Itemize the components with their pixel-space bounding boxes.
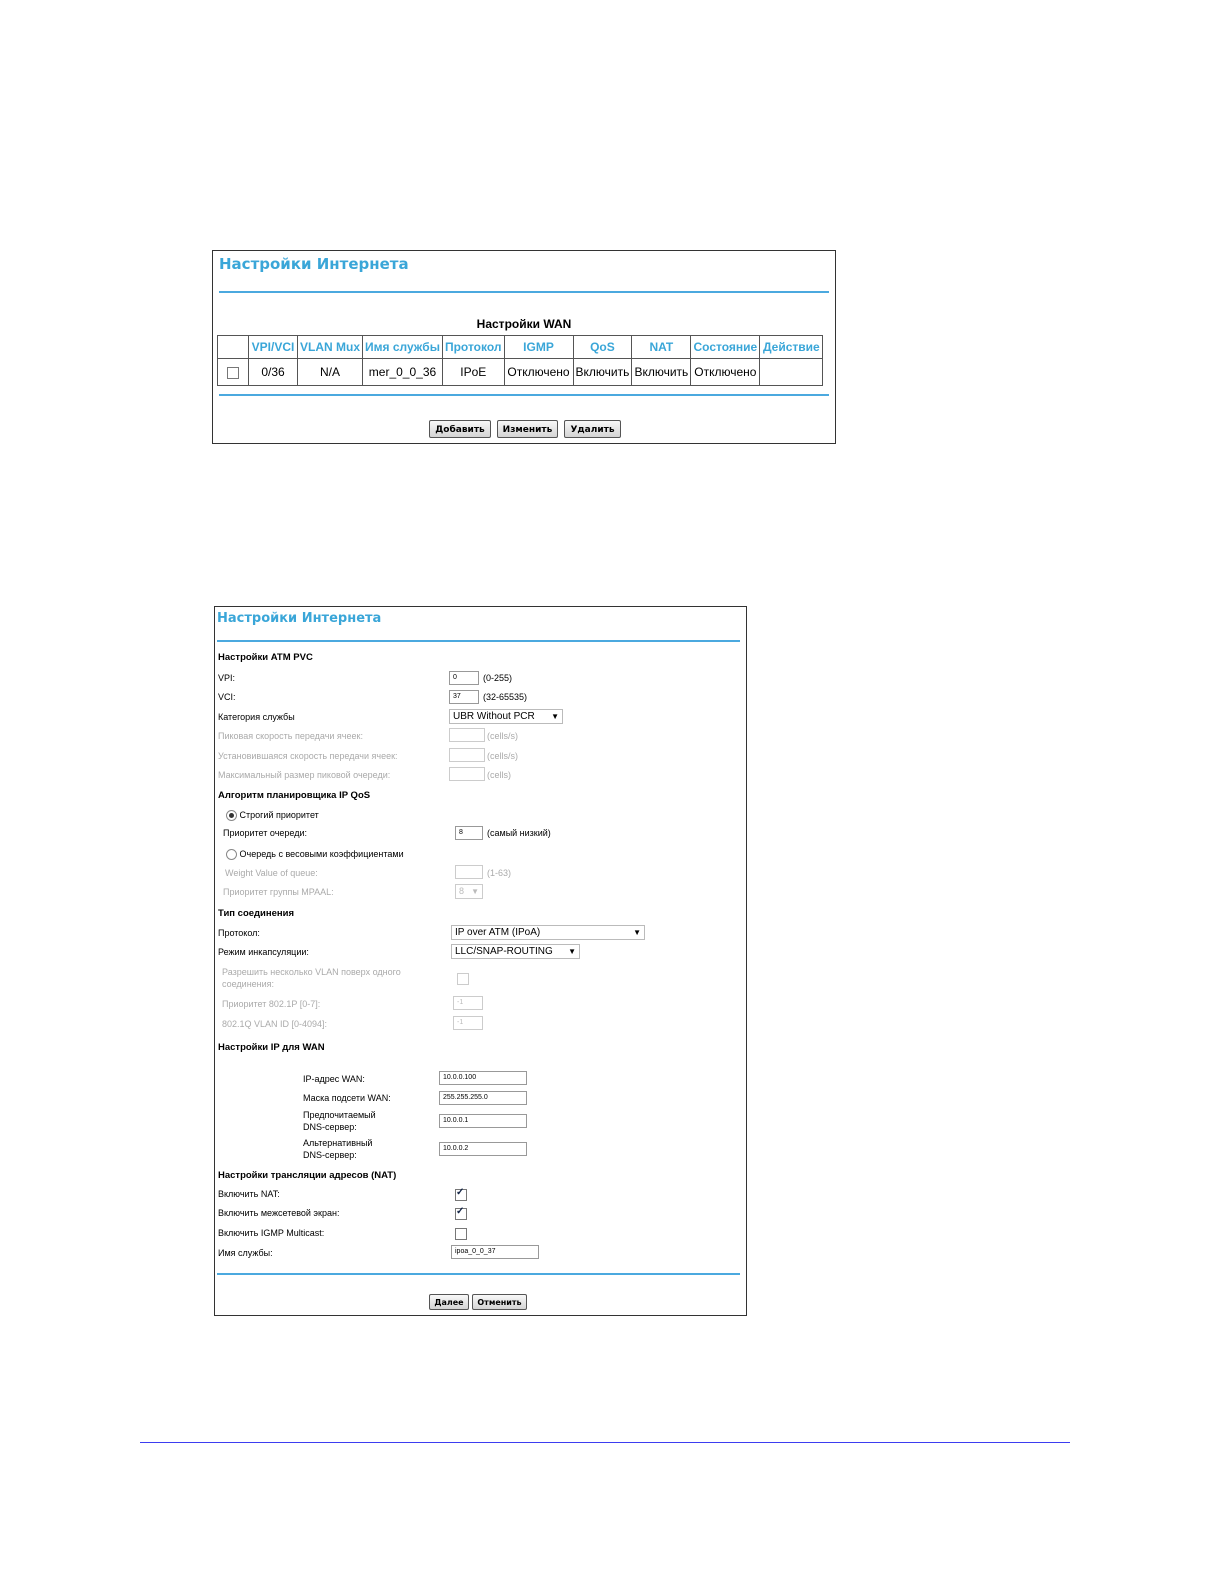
cell-state: Отключено [691, 359, 760, 386]
table-row [218, 359, 823, 386]
panel-title: Настройки Интернета [217, 611, 382, 626]
weighted-queue-radio[interactable] [226, 849, 237, 860]
footer-divider [140, 1442, 1070, 1443]
vpi-range: (0-255) [483, 673, 513, 683]
multi-vlan-label-2: соединения: [222, 979, 275, 989]
service-category-select[interactable] [449, 709, 563, 724]
chevron-down-icon: ▼ [568, 947, 576, 956]
strict-priority-label: Строгий приоритет [239, 810, 319, 820]
weight-value-range: (1-63) [487, 868, 512, 878]
col-header-action: Действие [760, 336, 823, 359]
prio-8021p-label: Приоритет 802.1P [0-7]: [222, 999, 321, 1009]
vci-input[interactable]: 37 [449, 690, 479, 704]
service-name-label: Имя службы: [218, 1248, 273, 1258]
strict-priority-option[interactable] [226, 810, 319, 821]
col-header-igmp: IGMP [504, 336, 573, 359]
max-burst-label: Максимальный размер пиковой очереди: [218, 770, 391, 780]
sustained-rate-unit: (cells/s) [487, 751, 518, 761]
divider [217, 640, 740, 642]
cell-vlan-mux: N/A [298, 359, 363, 386]
weighted-queue-option[interactable] [226, 849, 404, 860]
vci-range: (32-65535) [483, 692, 528, 702]
prio-8021p-input[interactable]: -1 [453, 996, 483, 1010]
row-checkbox[interactable] [227, 367, 239, 379]
section-connection-type: Тип соединения [218, 908, 295, 919]
enable-nat-checkbox[interactable] [455, 1189, 467, 1201]
wan-ip-input[interactable]: 10.0.0.100 [439, 1071, 527, 1085]
cell-igmp: Отключено [504, 359, 573, 386]
weight-value-input[interactable] [455, 865, 483, 879]
panel-title: Настройки Интернета [219, 255, 409, 273]
atm-pvc-panel [214, 606, 747, 1316]
weighted-queue-label: Очередь с весовыми коэффициентами [239, 849, 404, 859]
dns1-label-2: DNS-сервер: [303, 1122, 357, 1132]
dns2-label-1: Альтернативный [303, 1138, 373, 1148]
vlan-id-input[interactable]: -1 [453, 1016, 483, 1030]
mpaal-priority-label: Приоритет группы MPAAL: [223, 887, 334, 897]
sustained-rate-input[interactable] [449, 748, 485, 762]
queue-priority-input[interactable]: 8 [455, 826, 483, 840]
enable-firewall-label: Включить межсетевой экран: [218, 1208, 340, 1218]
service-category-value: UBR Without PCR [453, 711, 535, 722]
edit-button[interactable]: Изменить [497, 420, 558, 438]
encapsulation-select[interactable] [451, 944, 580, 959]
add-button[interactable]: Добавить [429, 420, 491, 438]
service-name-input[interactable]: ipoa_0_0_37 [451, 1245, 539, 1259]
cell-protocol: IPoE [442, 359, 504, 386]
dns2-input[interactable]: 10.0.0.2 [439, 1142, 527, 1156]
enable-igmp-checkbox[interactable] [455, 1228, 467, 1240]
col-header-nat: NAT [632, 336, 691, 359]
multi-vlan-label-1: Разрешить несколько VLAN поверх одного [222, 967, 401, 977]
max-burst-input[interactable] [449, 767, 485, 781]
section-atm-pvc: Настройки ATM PVC [218, 652, 313, 663]
wan-mask-input[interactable]: 255.255.255.0 [439, 1091, 527, 1105]
vci-label: VCI: [218, 692, 236, 702]
peak-rate-input[interactable] [449, 728, 485, 742]
queue-priority-note: (самый низкий) [487, 828, 551, 838]
enable-nat-label: Включить NAT: [218, 1189, 280, 1199]
peak-rate-unit: (cells/s) [487, 731, 518, 741]
dns1-label-1: Предпочитаемый [303, 1110, 376, 1120]
cell-vpi-vci: 0/36 [249, 359, 298, 386]
protocol-label: Протокол: [218, 928, 260, 938]
weight-value-label: Weight Value of queue: [225, 868, 318, 878]
vpi-input[interactable]: 0 [449, 671, 479, 685]
dns2-label-2: DNS-сервер: [303, 1150, 357, 1160]
wan-table [217, 335, 823, 386]
chevron-down-icon: ▼ [551, 712, 559, 721]
vlan-id-label: 802.1Q VLAN ID [0-4094]: [222, 1019, 328, 1029]
col-header-select [218, 336, 249, 359]
protocol-select[interactable] [451, 925, 645, 940]
encapsulation-value: LLC/SNAP-ROUTING [455, 946, 553, 957]
chevron-down-icon: ▼ [471, 887, 479, 896]
protocol-value: IP over ATM (IPoA) [455, 927, 541, 938]
cancel-button[interactable]: Отменить [472, 1294, 527, 1310]
table-header-row [218, 336, 823, 359]
enable-firewall-checkbox[interactable] [455, 1208, 467, 1220]
wan-settings-panel [212, 250, 836, 444]
divider [219, 291, 829, 293]
peak-rate-label: Пиковая скорость передачи ячеек: [218, 731, 363, 741]
col-header-state: Состояние [691, 336, 760, 359]
table-title: Настройки WAN [476, 317, 572, 331]
mpaal-priority-value: 8 [459, 886, 465, 896]
dns1-input[interactable]: 10.0.0.1 [439, 1114, 527, 1128]
wan-ip-label: IP-адрес WAN: [303, 1074, 365, 1084]
vpi-label: VPI: [218, 673, 236, 683]
cell-service: mer_0_0_36 [363, 359, 443, 386]
col-header-vpi-vci: VPI/VCI [249, 336, 298, 359]
wan-mask-label: Маска подсети WAN: [303, 1093, 391, 1103]
col-header-vlan-mux: VLAN Mux [298, 336, 363, 359]
service-category-label: Категория службы [218, 712, 295, 722]
strict-priority-radio[interactable] [226, 810, 237, 821]
queue-priority-label: Приоритет очереди: [223, 828, 307, 838]
enable-igmp-label: Включить IGMP Multicast: [218, 1228, 325, 1238]
section-wan-ip: Настройки IP для WAN [218, 1042, 325, 1053]
delete-button[interactable]: Удалить [564, 420, 621, 438]
max-burst-unit: (cells) [487, 770, 511, 780]
cell-qos: Включить [573, 359, 632, 386]
mpaal-priority-select[interactable] [455, 884, 483, 899]
col-header-protocol: Протокол [442, 336, 504, 359]
divider [219, 394, 829, 396]
sustained-rate-label: Установившаяся скорость передачи ячеек: [218, 751, 398, 761]
divider [217, 1273, 740, 1275]
next-button[interactable]: Далее [429, 1294, 469, 1310]
row-select-cell [218, 359, 249, 386]
section-nat: Настройки трансляции адресов (NAT) [218, 1170, 397, 1181]
cell-action [760, 359, 823, 386]
section-qos: Алгоритм планировщика IP QoS [218, 790, 371, 801]
col-header-qos: QoS [573, 336, 632, 359]
multi-vlan-checkbox[interactable] [457, 973, 469, 985]
col-header-service: Имя службы [363, 336, 443, 359]
encapsulation-label: Режим инкапсуляции: [218, 947, 309, 957]
chevron-down-icon: ▼ [633, 928, 641, 937]
cell-nat: Включить [632, 359, 691, 386]
